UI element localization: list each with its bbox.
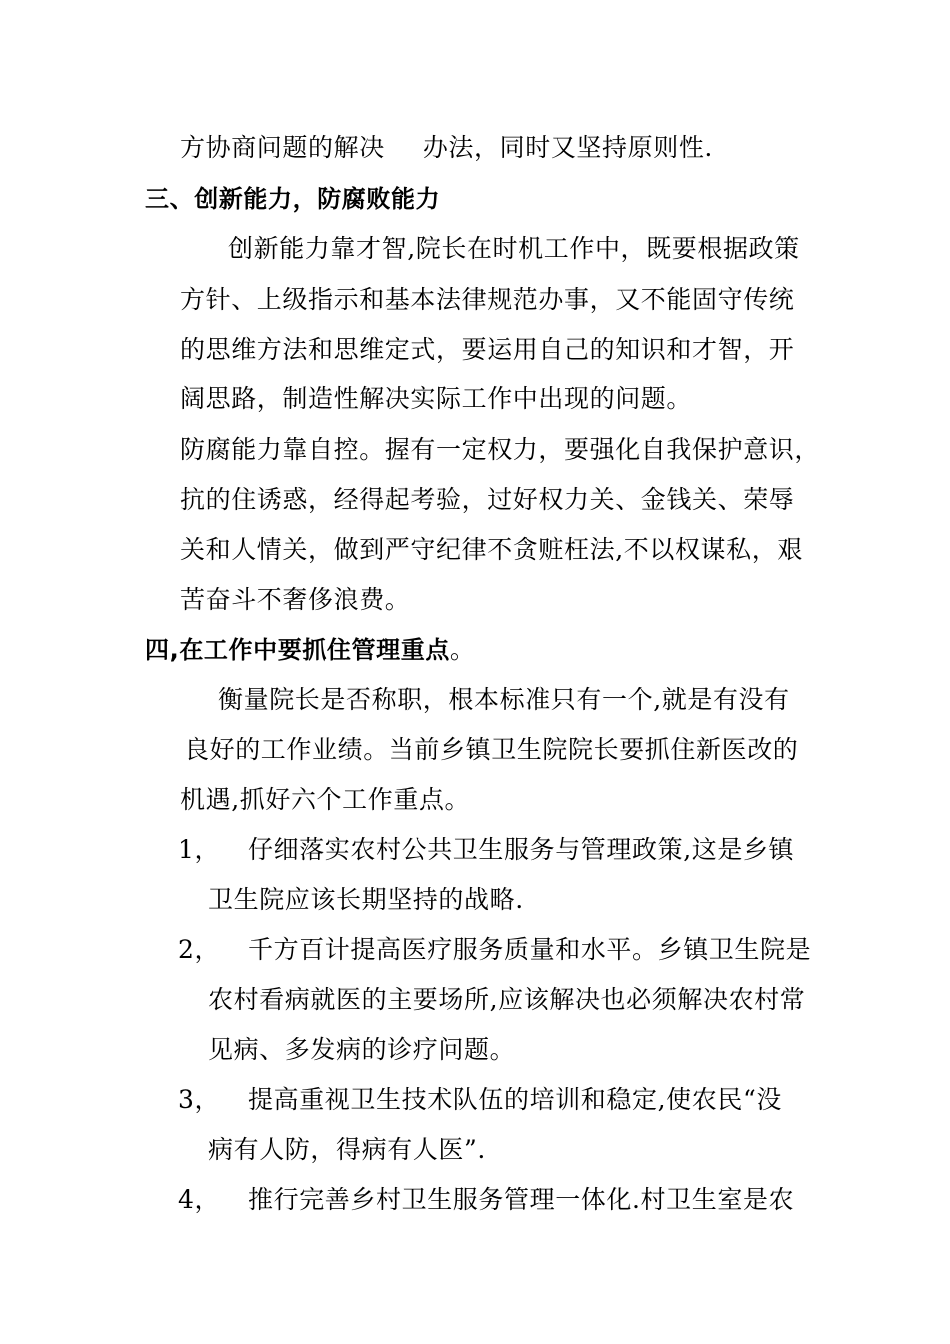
list-continuation: 见病、多发病的诊疗问题。 <box>208 1035 516 1064</box>
section-heading-4 <box>145 634 476 666</box>
paragraph-line: 关和人情关，做到严守纪律不贪赃枉法,不以权谋私，艰 <box>180 535 803 564</box>
paragraph-line: 良好的工作业绩。当前乡镇卫生院院长要抓住新医改的 <box>184 735 799 764</box>
list-continuation: 病有人防，得病有人医”. <box>208 1135 486 1164</box>
list-number: 1， <box>178 835 221 864</box>
paragraph-line: 机遇,抓好六个工作重点。 <box>180 785 471 814</box>
paragraph-line: 的思维方法和思维定式，要运用自己的知识和才智，开 <box>180 335 795 364</box>
list-number: 3， <box>178 1085 221 1114</box>
text-fragment: 方协商问题的解决 <box>180 133 385 162</box>
paragraph-line: 苦奋斗不奢侈浪费。 <box>180 585 411 614</box>
paragraph-line: 阔思路，制造性解决实际工作中出现的问题。 <box>180 384 693 413</box>
list-continuation: 农村看病就医的主要场所,应该解决也必须解决农村常 <box>208 985 806 1014</box>
list-number: 4， <box>178 1185 221 1214</box>
heading-text: 四,在工作中要抓住管理重点 <box>145 636 450 664</box>
paragraph-line: 衡量院长是否称职，根本标准只有一个,就是有没有 <box>218 685 790 714</box>
list-number: 2， <box>178 935 221 964</box>
paragraph-line: 创新能力靠才智,院长在时机工作中，既要根据政策 <box>228 234 800 263</box>
list-text: 提高重视卫生技术队伍的培训和稳定,使农民“没 <box>248 1085 782 1114</box>
list-item-3 <box>178 1084 782 1116</box>
paragraph-line: 抗的住诱惑，经得起考验，过好权力关、金钱关、荣辱 <box>180 485 795 514</box>
section-heading-3: 三、创新能力，防腐败能力 <box>145 185 441 213</box>
paragraph-line: 防腐能力靠自控。握有一定权力，要强化自我保护意识， <box>180 435 821 464</box>
list-item-4 <box>178 1184 794 1216</box>
heading-punctuation: 。 <box>449 635 476 664</box>
paragraph-line <box>180 132 713 164</box>
list-text: 仔细落实农村公共卫生服务与管理政策,这是乡镇 <box>248 835 795 864</box>
paragraph-line: 方针、上级指示和基本法律规范办事，又不能固守传统 <box>180 285 795 314</box>
list-item-1 <box>178 834 794 866</box>
text-fragment: 办法，同时又坚持原则性. <box>422 133 713 162</box>
list-text: 推行完善乡村卫生服务管理一体化.村卫生室是农 <box>248 1185 795 1214</box>
list-item-2 <box>178 934 811 966</box>
list-text: 千方百计提高医疗服务质量和水平。乡镇卫生院是 <box>248 935 812 964</box>
list-continuation: 卫生院应该长期坚持的战略. <box>208 885 524 914</box>
